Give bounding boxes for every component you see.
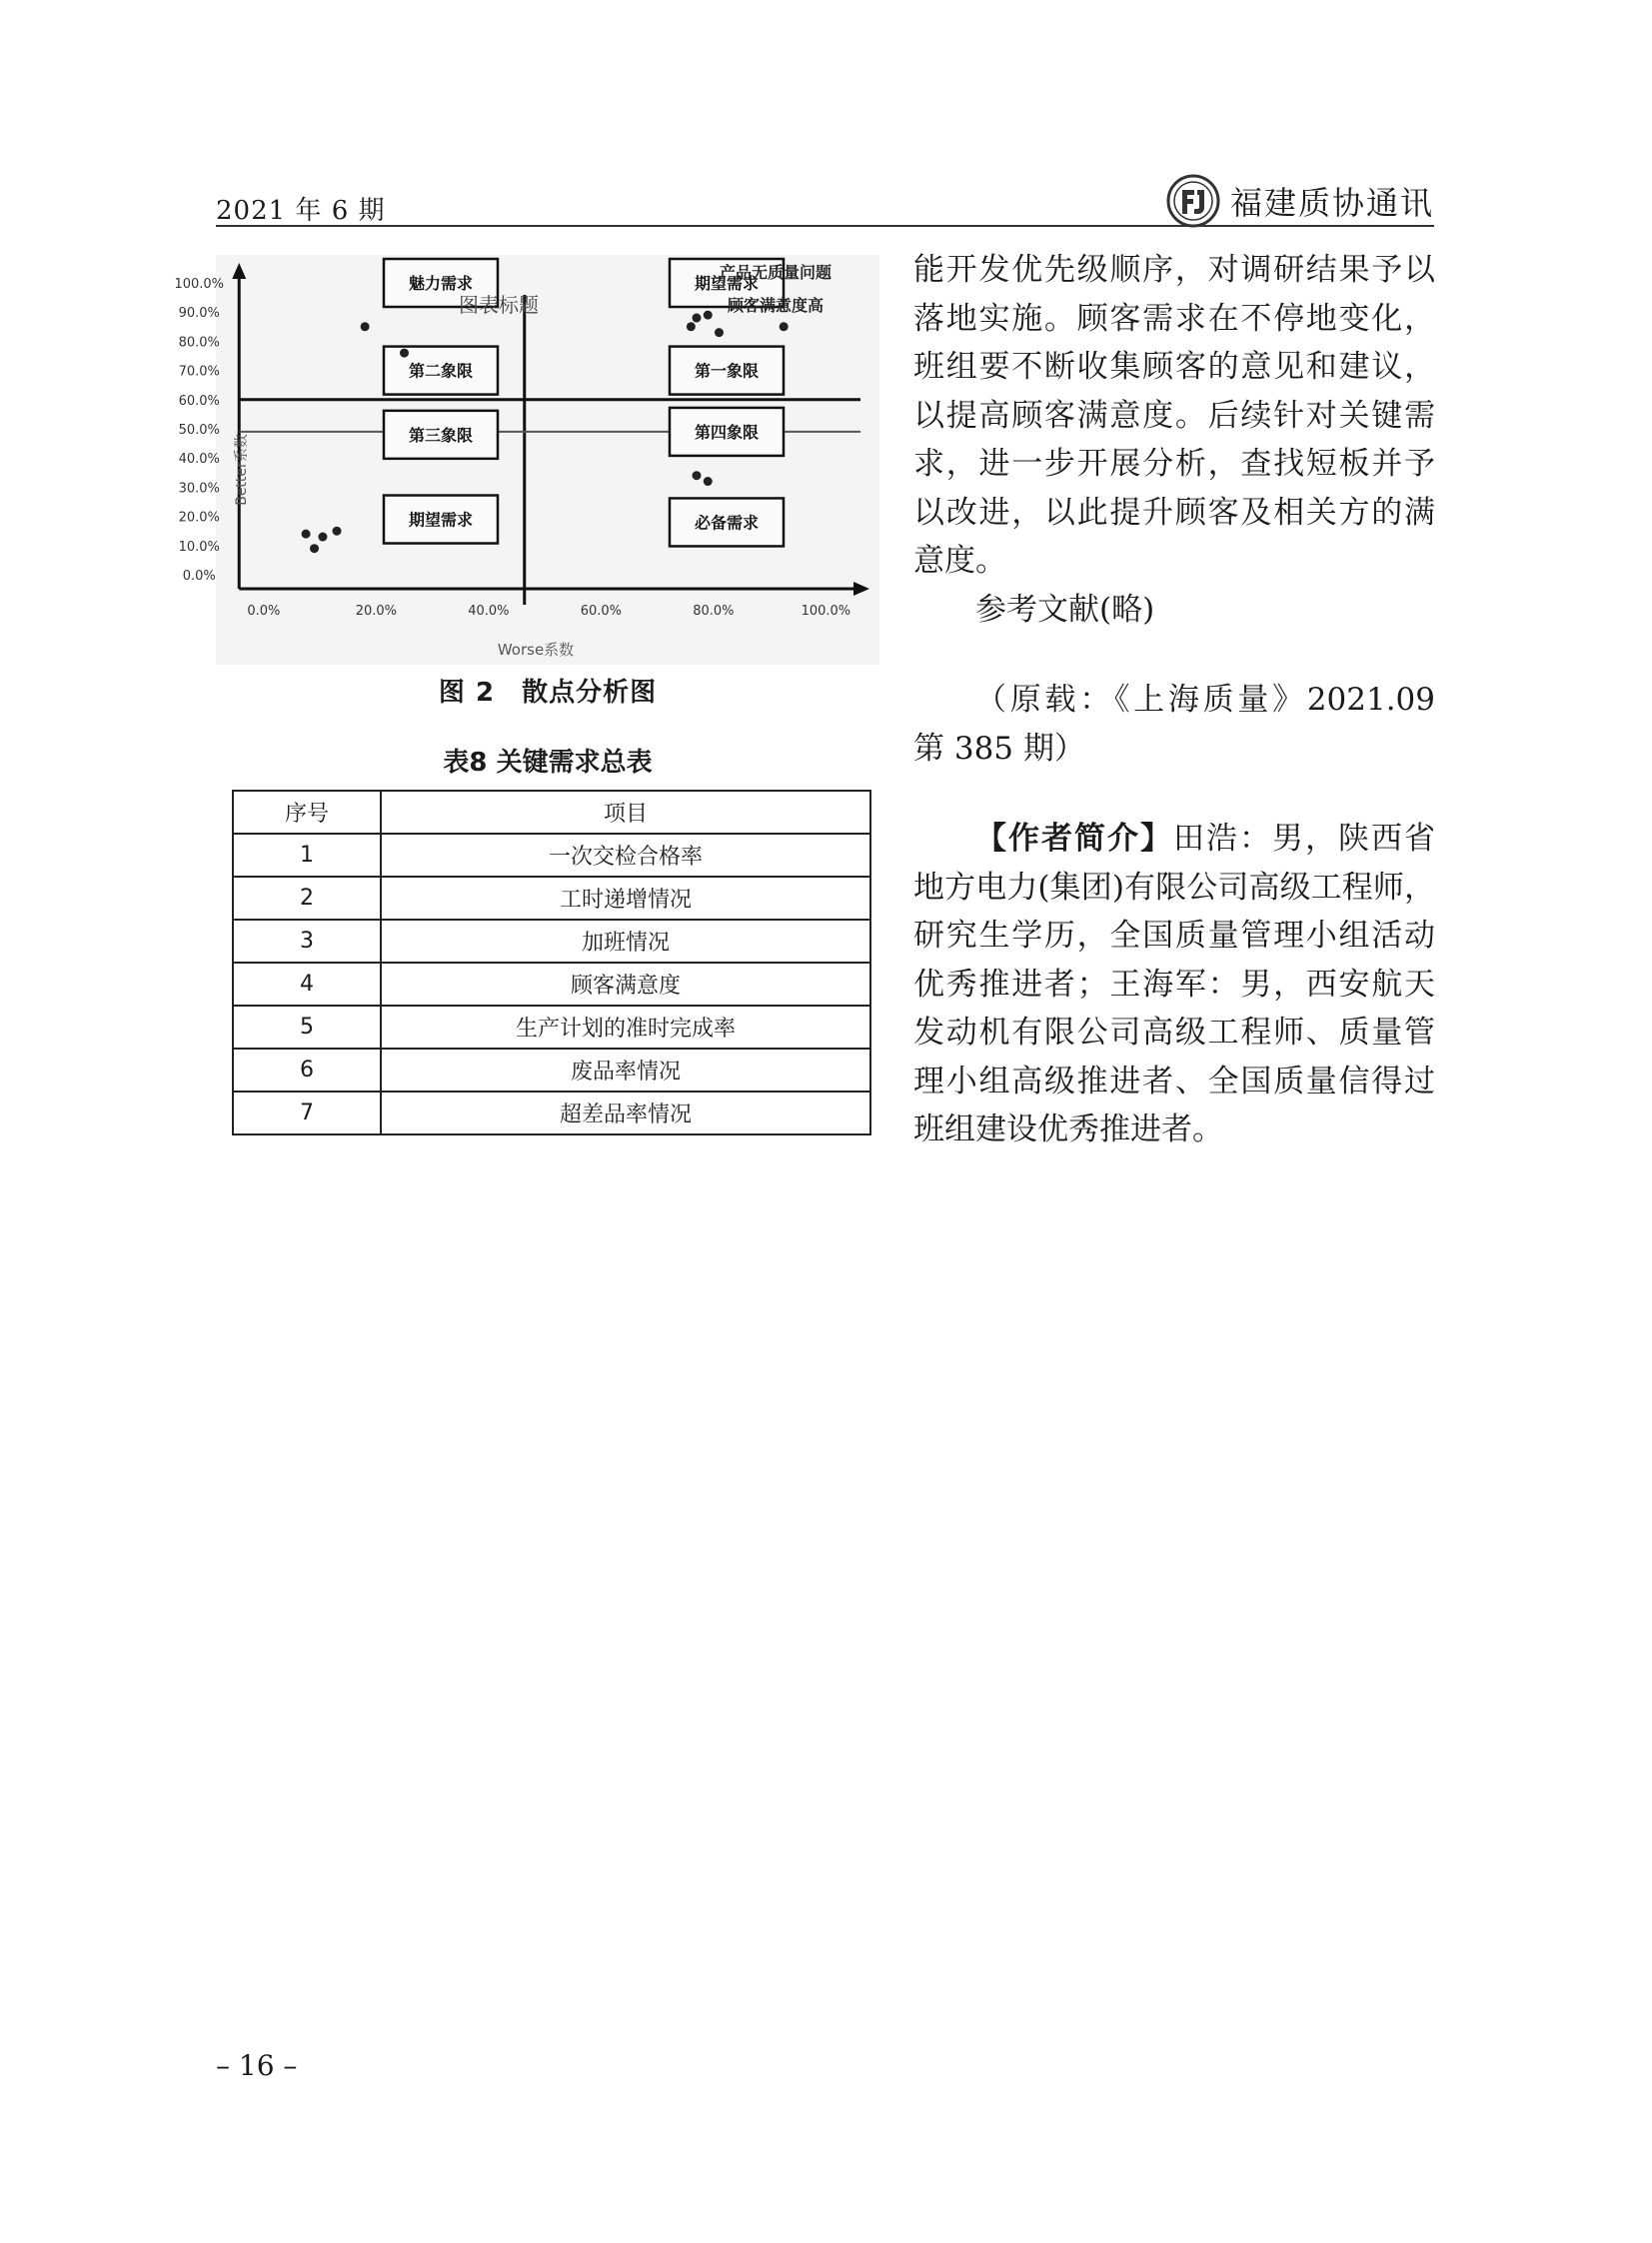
journal-title: 福建质协通讯: [1229, 184, 1434, 222]
data-point: [302, 530, 311, 539]
header-cell-item: 项目: [381, 791, 870, 834]
author-bio-label: 【作者简介】: [975, 821, 1173, 857]
table-row: [233, 1049, 870, 1092]
y-axis-arrow: [232, 263, 246, 279]
row-item: 超差品率情况: [381, 1092, 870, 1134]
scatter-chart: [174, 255, 879, 665]
author-bio: [913, 815, 1435, 1154]
quadrant-label: 第二象限: [408, 361, 474, 381]
table-row: [233, 834, 870, 877]
row-item: 顾客满意度: [381, 963, 870, 1006]
chart-x-label: Worse系数: [497, 641, 575, 659]
x-tick-label: 80.0%: [693, 604, 735, 619]
x-axis-arrow: [853, 582, 869, 596]
row-no: 5: [233, 1006, 381, 1049]
chart-title: 图表标题: [459, 293, 539, 317]
data-point: [692, 314, 701, 323]
table-row: [233, 1092, 870, 1134]
header-rule: [216, 225, 1434, 227]
quadrant-label: 魅力需求: [408, 274, 474, 293]
row-no: 4: [233, 963, 381, 1006]
y-tick-label: 60.0%: [178, 393, 220, 409]
quadrant-label: 第三象限: [408, 425, 474, 445]
row-item: 加班情况: [381, 920, 870, 963]
y-tick-label: 70.0%: [178, 364, 220, 380]
row-no: 7: [233, 1092, 381, 1134]
table-row: [233, 963, 870, 1006]
journal-header: [1166, 174, 1434, 228]
row-item: 废品率情况: [381, 1049, 870, 1092]
quadrant-label: 期望需求: [408, 510, 474, 530]
data-point: [687, 322, 696, 331]
data-point: [318, 533, 327, 542]
key-needs-table: [232, 790, 871, 1135]
row-no: 6: [233, 1049, 381, 1092]
quadrant-label: 第四象限: [694, 422, 760, 442]
data-point: [400, 349, 409, 358]
row-item: 工时递增情况: [381, 877, 870, 920]
data-point: [310, 544, 319, 553]
y-tick-label: 50.0%: [178, 423, 220, 438]
y-tick-label: 100.0%: [174, 277, 225, 292]
y-tick-label: 40.0%: [178, 452, 220, 468]
quadrant-label: 期望需求: [694, 274, 760, 293]
source-note: （原载：《上海质量》2021.09 第 385 期）: [913, 682, 1435, 767]
x-tick-label: 40.0%: [468, 604, 510, 619]
x-tick-label: 100.0%: [801, 604, 851, 619]
row-no: 2: [233, 877, 381, 920]
data-point: [780, 322, 789, 331]
y-tick-label: 10.0%: [178, 539, 220, 555]
quadrant-label: 第一象限: [694, 361, 760, 381]
x-tick-label: 20.0%: [355, 604, 398, 619]
chart-annotation-line-1: 产品无质量问题: [719, 263, 832, 282]
y-tick-label: 90.0%: [178, 306, 220, 322]
data-point: [333, 527, 342, 536]
issue-label: 2021 年 6 期: [216, 196, 386, 226]
y-tick-label: 20.0%: [178, 510, 220, 526]
chart-annotation-line-2: 顾客满意度高: [727, 296, 825, 315]
quadrant-label: 必备需求: [694, 513, 760, 533]
data-point: [361, 322, 370, 331]
x-tick-label: 0.0%: [247, 604, 281, 619]
body-paragraph: 能开发优先级顺序，对调研结果予以落地实施。顾客需求在不停地变化，班组要不断收集顾客的意见和建议，以提高顾客满意度。后续针对关键需求，进一步开展分析，查找短板并予以改进，以此提升顾客及相关方的满意度。: [913, 252, 1435, 579]
page-number: – 16 –: [216, 2049, 298, 2082]
data-point: [704, 477, 713, 486]
table-caption: 表8 关键需求总表: [443, 748, 653, 778]
row-no: 1: [233, 834, 381, 877]
references-line: 参考文献(略): [975, 591, 1155, 628]
x-tick-label: 60.0%: [580, 604, 623, 619]
chart-y-label: Better系数: [234, 434, 250, 506]
header-cell-no: 序号: [233, 791, 381, 834]
figure-caption: 图 2 散点分析图: [438, 678, 658, 708]
data-point: [715, 328, 724, 337]
table-row: [233, 1006, 870, 1049]
row-item: 一次交检合格率: [381, 834, 870, 877]
table-header-row: [233, 791, 870, 834]
data-point: [692, 471, 701, 480]
y-tick-label: 30.0%: [178, 481, 220, 497]
body-text-column: [913, 246, 1435, 1154]
table-row: [233, 877, 870, 920]
y-tick-label: 80.0%: [178, 335, 220, 351]
table-row: [233, 920, 870, 963]
y-tick-label: 0.0%: [182, 569, 216, 584]
row-item: 生产计划的准时完成率: [381, 1006, 870, 1049]
fj-emblem-icon: [1166, 174, 1220, 228]
author-bio-text: 田浩：男，陕西省地方电力(集团)有限公司高级工程师，研究生学历，全国质量管理小组活动优秀推进者；王海军：男，西安航天发动机有限公司高级工程师、质量管理小组高级推进者、全国质量信得过班组建设优秀推进者。: [913, 821, 1435, 1147]
row-no: 3: [233, 920, 381, 963]
data-point: [704, 311, 713, 320]
